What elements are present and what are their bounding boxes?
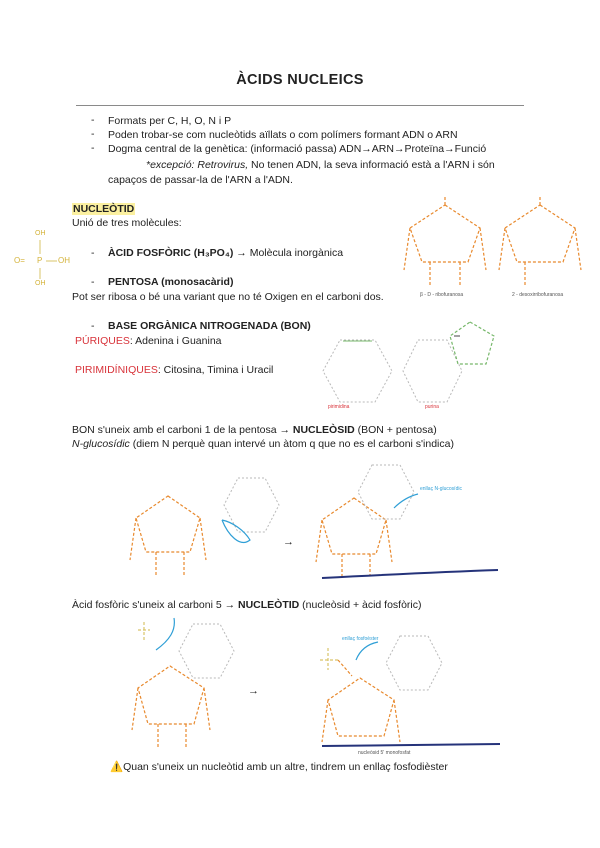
- exception-label: *excepció: Retrovirus,: [146, 159, 249, 171]
- oh-top: OH: [35, 230, 46, 237]
- warning-line: [110, 760, 448, 774]
- nucleotide-text-a: Àcid fosfòric s'uneix al carboni 5 →: [72, 599, 238, 611]
- pentosa-text: Pot ser ribosa o bé una variant que no té Oxigen en el carboni dos.: [72, 291, 384, 303]
- pentosa-label: PENTOSA (monosacàrid): [108, 276, 234, 288]
- pyrimidine-caption: pirimidina: [328, 404, 350, 410]
- warning-text: Quan s'uneix un nucleòtid amb un altre, tindrem un enllaç fosfodièster: [123, 761, 448, 773]
- nucleotid-heading: NUCLEÒTID: [73, 203, 135, 215]
- nucleotide-text-b: (nucleòsid + àcid fosfòric): [299, 599, 422, 611]
- nucleosid-text-a: BON s'uneix amb el carboni 1 de la pentosa →: [72, 424, 293, 436]
- intro-bullet-2: Poden trobar-se com nucleòtids aïllats o com polímers formant ADN o ARN: [108, 129, 458, 141]
- p-atom: P: [37, 256, 43, 265]
- oh-right: OH: [58, 256, 70, 265]
- nucleotide-caption: nucleòsid 5' monofosfat: [358, 750, 411, 756]
- pirimidiniques-label: PIRIMIDÍNIQUES: [75, 364, 158, 376]
- glycosidic-note: enllaç N-glucosídic: [420, 486, 462, 492]
- phosphate-left: [138, 618, 174, 650]
- acid-dash: -: [91, 247, 95, 259]
- glycosidic-text: (diem N perquè quan intervé un àtom q que no es el carboni s'indica): [129, 438, 454, 450]
- base-dash: -: [91, 320, 95, 332]
- nucleosid-text-b: (BON + pentosa): [354, 424, 437, 436]
- intro-bullet-3: Dogma central de la genètica: (informació passa) ADN→ARN→Proteïna→Funció: [108, 143, 487, 155]
- intro-bullet-1: Formats per C, H, O, N i P: [108, 115, 232, 127]
- acid-text: → Molècula inorgànica: [233, 247, 344, 259]
- ribose-caption: β - D - ribofuranosa: [420, 292, 464, 298]
- phosphoester-note: enllaç fosfoèster: [342, 636, 379, 642]
- pirimidiniques-text: : Citosina, Timina i Uracil: [157, 364, 274, 376]
- nucleotide-result: [320, 636, 500, 746]
- nucleotide-label: NUCLEÒTID: [238, 599, 300, 611]
- nucleotid-intro: Unió de tres molècules:: [72, 217, 182, 229]
- page-title: ÀCIDS NUCLEICS: [236, 72, 364, 88]
- puriques-text: : Adenina i Guanina: [129, 335, 222, 347]
- pentosa-dash: -: [91, 276, 95, 288]
- nucleotide-arrow: →: [248, 685, 259, 697]
- nucleosid-arrow: →: [283, 536, 294, 548]
- deoxy-caption: 2 - desoxirribofuranosa: [512, 292, 564, 298]
- base-label: BASE ORGÀNICA NITROGENADA (BON): [108, 320, 311, 332]
- warning-icon: ⚠️: [110, 761, 124, 773]
- purine-caption: purina: [425, 404, 439, 410]
- acid-label: ÀCID FOSFÒRIC (H₃PO₄): [108, 247, 234, 259]
- puriques-label: PÚRIQUES: [75, 335, 130, 347]
- exception-continued: capaços de passar-la de l'ARN a l'ADN.: [108, 174, 293, 186]
- oh-bottom: OH: [35, 280, 46, 287]
- exception-text: No tenen ADN, la seva informació està a l'ARN i són: [248, 159, 495, 171]
- o-left: O=: [14, 256, 25, 265]
- nucleosid-label: NUCLEÒSID: [292, 424, 355, 436]
- glycosidic-label: N-glucosídic: [72, 438, 130, 450]
